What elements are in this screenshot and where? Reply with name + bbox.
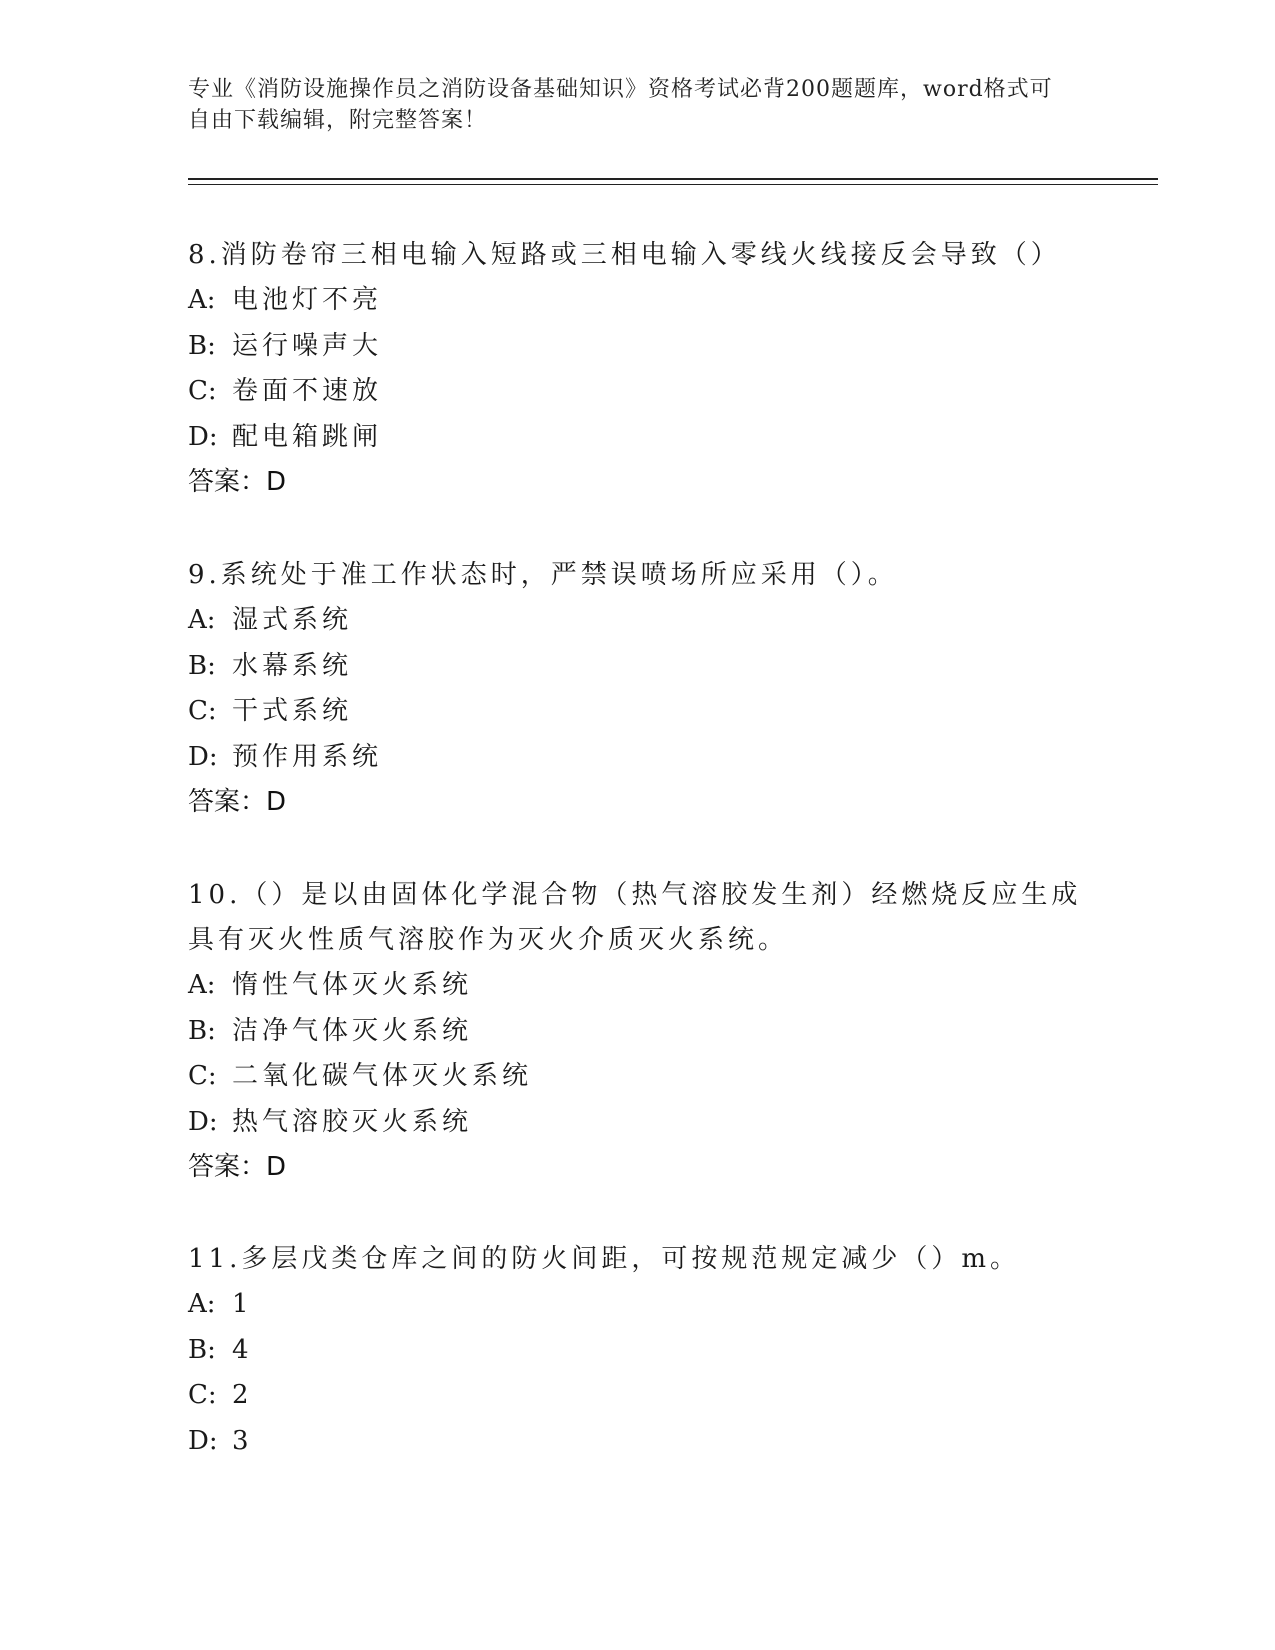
document-header-text: 专业《消防设施操作员之消防设备基础知识》资格考试必背200题题库，word格式可自由下载编辑，附完整答案！ [188, 77, 1053, 133]
option-key: A: [188, 605, 216, 635]
question-11 [188, 1237, 1088, 1464]
option-key: D: [188, 1425, 218, 1456]
option-a [188, 598, 1088, 644]
option-key: D: [188, 421, 218, 452]
option-b [188, 1009, 1088, 1055]
option-c [188, 369, 1088, 415]
option-text: 3 [232, 1425, 253, 1456]
option-b [188, 644, 1088, 690]
option-c [188, 689, 1088, 735]
option-key: B: [188, 1334, 216, 1365]
option-text: 4 [232, 1334, 253, 1365]
question-stem: 10.（）是以由固体化学混合物（热气溶胶发生剂）经燃烧反应生成具有灭火性质气溶胶作为灭火介质灭火系统。 [188, 880, 1082, 955]
option-c [188, 1054, 1088, 1100]
option-text: 配电箱跳闸 [232, 421, 383, 452]
answer-line: 答案：D [188, 787, 287, 817]
option-d [188, 415, 1088, 461]
option-key: A: [188, 285, 216, 315]
question-stem: 11.多层戊类仓库之间的防火间距，可按规范规定减少（）m。 [188, 1244, 1021, 1274]
option-text: 运行噪声大 [232, 330, 383, 361]
option-d [188, 1100, 1088, 1146]
option-text: 电池灯不亮 [232, 285, 383, 315]
option-text: 1 [232, 1289, 253, 1319]
option-key: C: [188, 696, 217, 726]
header-divider-thin [188, 184, 1158, 185]
option-key: C: [188, 1380, 217, 1410]
option-text: 洁净气体灭火系统 [232, 1015, 473, 1046]
option-key: A: [188, 1289, 216, 1319]
question-8 [188, 233, 1088, 505]
question-stem: 9.系统处于准工作状态时，严禁误喷场所应采用（）。 [188, 560, 898, 590]
option-key: A: [188, 970, 216, 1000]
option-key: B: [188, 650, 216, 681]
option-a [188, 963, 1088, 1009]
option-c [188, 1373, 1088, 1419]
option-key: D: [188, 1106, 218, 1137]
option-text: 湿式系统 [232, 605, 353, 635]
option-d [188, 1419, 1088, 1465]
option-text: 卷面不速放 [232, 376, 383, 406]
option-key: B: [188, 1015, 216, 1046]
option-a [188, 278, 1088, 324]
option-text: 热气溶胶灭火系统 [232, 1106, 473, 1137]
question-stem: 8.消防卷帘三相电输入短路或三相电输入零线火线接反会导致（） [188, 240, 1061, 270]
question-9 [188, 553, 1088, 825]
option-key: B: [188, 330, 216, 361]
option-key: D: [188, 741, 218, 772]
option-text: 二氧化碳气体灭火系统 [232, 1061, 533, 1091]
question-10 [188, 873, 1088, 1190]
option-key: C: [188, 376, 217, 406]
option-b [188, 1328, 1088, 1374]
option-text: 干式系统 [232, 696, 353, 726]
option-text: 水幕系统 [232, 650, 353, 681]
option-a [188, 1282, 1088, 1328]
option-b [188, 324, 1088, 370]
option-text: 2 [232, 1380, 253, 1410]
answer-line: 答案：D [188, 467, 287, 497]
option-d [188, 735, 1088, 781]
header-divider-thick [188, 178, 1158, 180]
option-key: C: [188, 1061, 217, 1091]
option-text: 惰性气体灭火系统 [232, 970, 473, 1000]
answer-line: 答案：D [188, 1152, 287, 1182]
option-text: 预作用系统 [232, 741, 383, 772]
